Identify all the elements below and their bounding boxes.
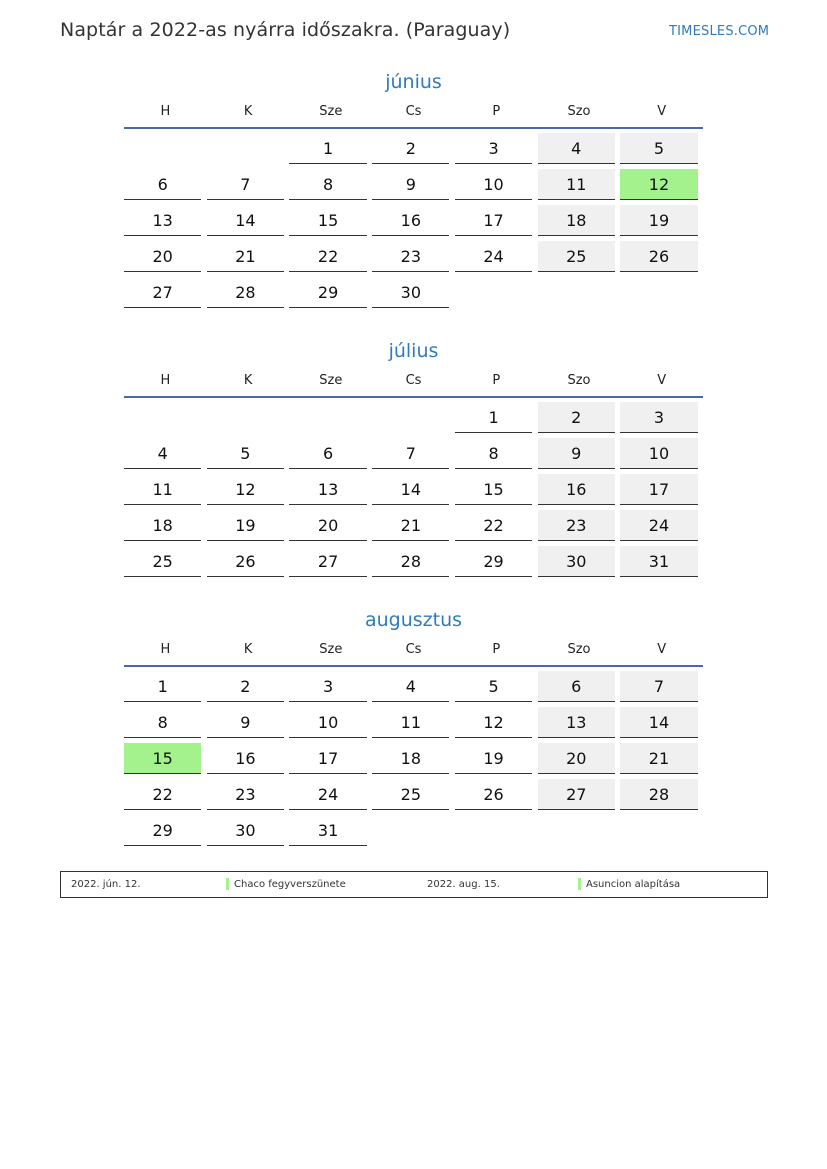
day-cell: 21 (207, 241, 284, 272)
day-cell: 3 (289, 671, 366, 702)
day-cell: 17 (620, 474, 697, 505)
day-cell: 13 (289, 474, 366, 505)
day-cell: 11 (124, 474, 201, 505)
day-cell: 21 (372, 510, 449, 541)
empty-day-cell (372, 815, 449, 845)
day-cell: 27 (289, 546, 366, 577)
day-cell: 20 (124, 241, 201, 272)
day-cell: 6 (538, 671, 615, 702)
week-row (124, 779, 703, 815)
day-cell: 16 (207, 743, 284, 774)
day-cell: 7 (372, 438, 449, 469)
day-cell: 24 (455, 241, 532, 272)
day-cell: 19 (620, 205, 697, 236)
day-cell: 23 (207, 779, 284, 810)
empty-day-cell (620, 277, 697, 307)
weekday-label: V (657, 373, 667, 388)
day-cell: 7 (620, 671, 697, 702)
week-row (124, 510, 703, 546)
day-cell: 27 (124, 277, 201, 308)
day-cell: 23 (538, 510, 615, 541)
day-cell: 13 (538, 707, 615, 738)
weekday-label: H (160, 104, 171, 119)
day-cell: 26 (207, 546, 284, 577)
week-row (124, 546, 703, 582)
day-cell: 1 (455, 402, 532, 433)
day-cell: 2 (372, 133, 449, 164)
day-cell: 1 (289, 133, 366, 164)
weekday-label: Szo (567, 104, 591, 119)
holiday-color-marker (226, 878, 229, 890)
month-title: június (385, 71, 442, 93)
weekday-label: P (492, 104, 501, 119)
day-cell: 31 (620, 546, 697, 577)
day-cell: 13 (124, 205, 201, 236)
weekday-label: V (657, 104, 667, 119)
day-cell: 12 (455, 707, 532, 738)
day-cell: 22 (455, 510, 532, 541)
day-cell: 28 (372, 546, 449, 577)
month-calendar (124, 608, 703, 851)
legend-holiday-name: Asuncion alapítása (586, 879, 681, 890)
day-cell: 10 (620, 438, 697, 469)
day-cell: 9 (207, 707, 284, 738)
day-cell: 26 (620, 241, 697, 272)
week-row (124, 205, 703, 241)
week-row (124, 743, 703, 779)
empty-day-cell (455, 815, 532, 845)
day-cell: 1 (124, 671, 201, 702)
day-cell: 15 (289, 205, 366, 236)
day-cell: 11 (372, 707, 449, 738)
day-cell: 6 (124, 169, 201, 200)
week-row (124, 277, 703, 313)
day-cell: 30 (538, 546, 615, 577)
legend-holiday-name: Chaco fegyverszünete (234, 879, 346, 890)
day-cell: 30 (207, 815, 284, 846)
week-row (124, 671, 703, 707)
legend-date: 2022. jún. 12. (71, 879, 141, 890)
day-cell: 6 (289, 438, 366, 469)
day-cell: 25 (538, 241, 615, 272)
weekday-label: Szo (567, 642, 591, 657)
day-cell: 3 (455, 133, 532, 164)
weekday-header (124, 372, 703, 398)
day-cell: 20 (538, 743, 615, 774)
day-cell: 17 (289, 743, 366, 774)
weekday-label: Sze (319, 373, 343, 388)
day-cell: 4 (372, 671, 449, 702)
weekday-label: P (492, 373, 501, 388)
day-cell: 31 (289, 815, 366, 846)
weekday-label: H (160, 642, 171, 657)
day-cell: 17 (455, 205, 532, 236)
weekday-label: Cs (405, 642, 422, 657)
holiday-color-marker (578, 878, 581, 890)
day-cell: 14 (372, 474, 449, 505)
day-cell: 22 (124, 779, 201, 810)
brand-link[interactable]: TIMESLES.COM (669, 24, 770, 39)
day-cell: 24 (289, 779, 366, 810)
day-cell: 18 (124, 510, 201, 541)
day-cell: 26 (455, 779, 532, 810)
holiday-legend (60, 871, 768, 898)
weekday-label: Sze (319, 642, 343, 657)
weekday-label: P (492, 642, 501, 657)
day-cell: 11 (538, 169, 615, 200)
day-cell: 8 (455, 438, 532, 469)
empty-day-cell (372, 402, 449, 432)
weekday-label: V (657, 642, 667, 657)
day-cell: 21 (620, 743, 697, 774)
day-cell: 18 (372, 743, 449, 774)
day-cell: 9 (372, 169, 449, 200)
empty-day-cell (455, 277, 532, 307)
weekday-label: Cs (405, 373, 422, 388)
week-row (124, 133, 703, 169)
day-cell: 14 (620, 707, 697, 738)
week-row (124, 474, 703, 510)
empty-day-cell (538, 277, 615, 307)
day-cell: 25 (372, 779, 449, 810)
day-cell: 28 (207, 277, 284, 308)
day-cell: 29 (124, 815, 201, 846)
day-cell: 9 (538, 438, 615, 469)
day-cell: 7 (207, 169, 284, 200)
day-cell: 30 (372, 277, 449, 308)
empty-day-cell (620, 815, 697, 845)
day-cell: 16 (538, 474, 615, 505)
day-cell: 5 (207, 438, 284, 469)
day-cell: 15 (455, 474, 532, 505)
weekday-header (124, 641, 703, 667)
week-row (124, 438, 703, 474)
day-cell: 2 (538, 402, 615, 433)
week-row (124, 707, 703, 743)
day-cell: 8 (289, 169, 366, 200)
day-cell: 22 (289, 241, 366, 272)
day-cell: 28 (620, 779, 697, 810)
empty-day-cell (124, 402, 201, 432)
day-cell: 24 (620, 510, 697, 541)
day-cell: 2 (207, 671, 284, 702)
day-cell: 5 (455, 671, 532, 702)
weekday-header (124, 103, 703, 129)
week-row (124, 402, 703, 438)
weekday-label: H (160, 373, 171, 388)
day-cell: 4 (538, 133, 615, 164)
empty-day-cell (289, 402, 366, 432)
day-cell: 10 (455, 169, 532, 200)
day-cell: 19 (455, 743, 532, 774)
weekday-label: Sze (319, 104, 343, 119)
week-row (124, 241, 703, 277)
page-title: Naptár a 2022-as nyárra időszakra. (Paraguay) (60, 19, 511, 41)
empty-day-cell (207, 133, 284, 163)
empty-day-cell (207, 402, 284, 432)
day-cell: 10 (289, 707, 366, 738)
weekday-label: K (243, 373, 253, 388)
empty-day-cell (538, 815, 615, 845)
weekday-label: Cs (405, 104, 422, 119)
day-cell: 14 (207, 205, 284, 236)
legend-date: 2022. aug. 15. (427, 879, 500, 890)
day-cell: 18 (538, 205, 615, 236)
day-cell: 8 (124, 707, 201, 738)
week-row (124, 815, 703, 851)
day-cell: 16 (372, 205, 449, 236)
month-title: augusztus (364, 609, 463, 631)
day-cell: 12 (620, 169, 697, 200)
day-cell: 4 (124, 438, 201, 469)
day-cell: 29 (289, 277, 366, 308)
day-cell: 15 (124, 743, 201, 774)
weekday-label: K (243, 104, 253, 119)
day-cell: 23 (372, 241, 449, 272)
week-row (124, 169, 703, 205)
month-title: július (388, 340, 439, 362)
empty-day-cell (124, 133, 201, 163)
day-cell: 20 (289, 510, 366, 541)
month-calendar (124, 70, 703, 313)
day-cell: 25 (124, 546, 201, 577)
day-cell: 19 (207, 510, 284, 541)
day-cell: 12 (207, 474, 284, 505)
month-calendar (124, 339, 703, 582)
day-cell: 5 (620, 133, 697, 164)
weekday-label: Szo (567, 373, 591, 388)
weekday-label: K (243, 642, 253, 657)
day-cell: 27 (538, 779, 615, 810)
day-cell: 3 (620, 402, 697, 433)
day-cell: 29 (455, 546, 532, 577)
